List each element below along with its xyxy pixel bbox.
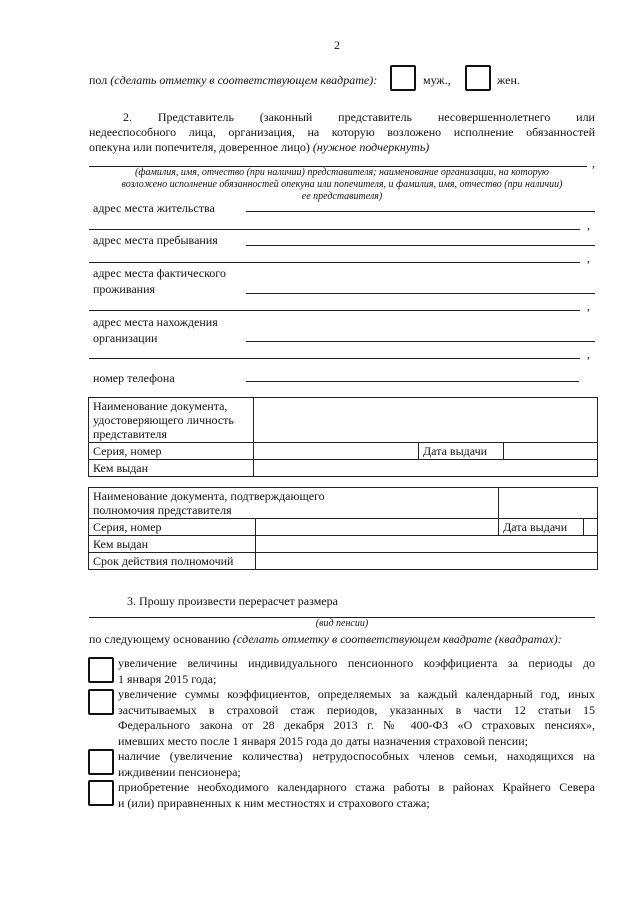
org-label-1: адрес места нахождения — [93, 315, 218, 329]
authority-issued-label: Кем выдан — [89, 536, 256, 553]
option-1-checkbox[interactable] — [88, 657, 114, 683]
page-number: 2 — [334, 38, 340, 52]
rep-word: несовершеннолетнего — [437, 110, 551, 124]
option-2-line: засчитываемых в страховой стаж периодов, указанных в части 12 статьи 15 — [118, 702, 595, 717]
male-label: муж., — [423, 73, 451, 87]
option-2-line: увеличение суммы коэффициентов, определяемых за каждый календарный год, иных — [118, 687, 595, 701]
option-4-checkbox[interactable] — [88, 780, 114, 806]
option-1-line: увеличение величины индивидуального пенсионного коэффициента за периоды до — [118, 656, 595, 670]
identity-document-table — [88, 397, 598, 477]
rep-word: или — [576, 110, 595, 124]
rep-line-2: недееспособного лица, организация, на которую возложено исполнение обязанностей — [89, 125, 595, 139]
authority-document-table — [88, 487, 598, 570]
gender-hint: (сделать отметку в соответствующем квадрате): — [110, 73, 378, 87]
option-4-text — [118, 780, 595, 811]
rep-caption — [80, 167, 604, 203]
basis-text: по следующему основанию — [89, 632, 230, 646]
residence-line-2[interactable] — [89, 229, 580, 230]
option-4-line: приобретение необходимого календарного стажа работы в районах Крайнего Севера — [118, 780, 595, 794]
stay-line[interactable] — [246, 245, 595, 246]
actual-label-2: проживания — [93, 282, 156, 296]
basis-hint: (сделать отметку в соответствующем квадрате (квадратах): — [232, 632, 562, 646]
rep-word: 2. — [123, 110, 132, 124]
identity-doc-label — [89, 398, 254, 443]
basis-line — [89, 632, 562, 647]
option-2-line: имевших место после 1 января 2015 года до даты назначения страховой пенсии; — [118, 733, 528, 748]
rep-caption-2: возложено исполнение обязанностей опекуна или попечителя, и фамилия, имя, отчество (при наличии) — [121, 179, 563, 190]
rep-caption-1: (фамилия, имя, отчество (при наличии) представителя; наименование организации, на которую — [135, 167, 549, 178]
option-3-line: наличие (увеличение количества) нетрудоспособных членов семьи, находящихся на — [118, 749, 595, 763]
rep-line-1 — [123, 110, 595, 125]
option-2-text — [118, 687, 595, 749]
identity-doc-label-3: представителя — [93, 427, 167, 441]
authority-doc-label-2: полномочия представителя — [93, 503, 232, 517]
phone-line[interactable] — [246, 381, 579, 382]
option-3-checkbox[interactable] — [88, 749, 114, 775]
rep-comma: , — [592, 156, 595, 170]
identity-doc-label-2: удостоверяющего личность — [93, 413, 234, 427]
stay-line-2[interactable] — [89, 262, 580, 263]
pension-type-caption: (вид пенсии) — [315, 618, 369, 629]
org-comma: , — [587, 347, 590, 361]
option-1-line: 1 января 2015 года; — [118, 671, 217, 686]
residence-comma: , — [587, 218, 590, 232]
rep-caption-3: ее представителя) — [301, 191, 383, 202]
identity-series-label: Серия, номер — [89, 443, 254, 460]
stay-label: адрес места пребывания — [93, 233, 218, 247]
authority-issued-value[interactable] — [256, 536, 598, 553]
female-checkbox[interactable] — [465, 65, 491, 91]
actual-comma: , — [587, 299, 590, 313]
phone-label: номер телефона — [93, 371, 175, 385]
identity-date-label: Дата выдачи — [419, 443, 504, 460]
recalc-title: 3. Прошу произвести перерасчет размера — [127, 594, 338, 608]
residence-label: адрес места жительства — [93, 201, 215, 215]
identity-doc-value[interactable] — [254, 398, 598, 443]
org-line-2[interactable] — [89, 358, 580, 359]
authority-series-label: Серия, номер — [89, 519, 256, 536]
rep-line-3-text: опекуна или попечителя, доверенное лицо) — [89, 140, 310, 154]
rep-word: представитель — [338, 110, 413, 124]
authority-doc-label — [89, 488, 499, 519]
org-label-2: организации — [93, 331, 158, 345]
rep-line-3-hint: (нужное подчеркнуть) — [312, 140, 430, 154]
option-3-line: иждивении пенсионера; — [118, 764, 241, 779]
female-label: жен. — [497, 73, 520, 87]
actual-label-1: адрес места фактического — [93, 266, 226, 280]
authority-series-value[interactable] — [256, 519, 499, 536]
gender-label — [89, 73, 377, 88]
gender-label-text: пол — [89, 73, 108, 87]
residence-line[interactable] — [246, 211, 595, 212]
authority-validity-label: Срок действия полномочий — [89, 553, 256, 570]
authority-date-value[interactable] — [584, 519, 598, 536]
male-checkbox[interactable] — [390, 65, 416, 91]
identity-doc-label-1: Наименование документа, — [93, 399, 228, 413]
option-2-line: Федерального закона от 28 декабря 2013 г. № 400-ФЗ «О страховых пенсиях», — [118, 718, 595, 732]
authority-doc-label-1: Наименование документа, подтверждающего — [93, 489, 325, 503]
authority-validity-value[interactable] — [256, 553, 598, 570]
rep-word: (законный — [259, 110, 313, 124]
authority-doc-value[interactable] — [499, 488, 598, 519]
option-1-text — [118, 656, 595, 687]
identity-issued-value[interactable] — [254, 460, 598, 477]
actual-line[interactable] — [246, 293, 595, 294]
rep-line-3 — [89, 140, 429, 155]
identity-series-value[interactable] — [254, 443, 419, 460]
authority-date-label: Дата выдачи — [499, 519, 584, 536]
option-2-checkbox[interactable] — [88, 689, 114, 715]
stay-comma: , — [587, 251, 590, 265]
actual-line-2[interactable] — [89, 310, 580, 311]
identity-issued-label: Кем выдан — [89, 460, 254, 477]
org-line[interactable] — [246, 341, 595, 342]
identity-date-value[interactable] — [504, 443, 598, 460]
option-4-line: и (или) приравненных к ним местностях и страхового стажа; — [118, 795, 430, 810]
rep-word: Представитель — [157, 110, 234, 124]
option-3-text — [118, 749, 595, 780]
